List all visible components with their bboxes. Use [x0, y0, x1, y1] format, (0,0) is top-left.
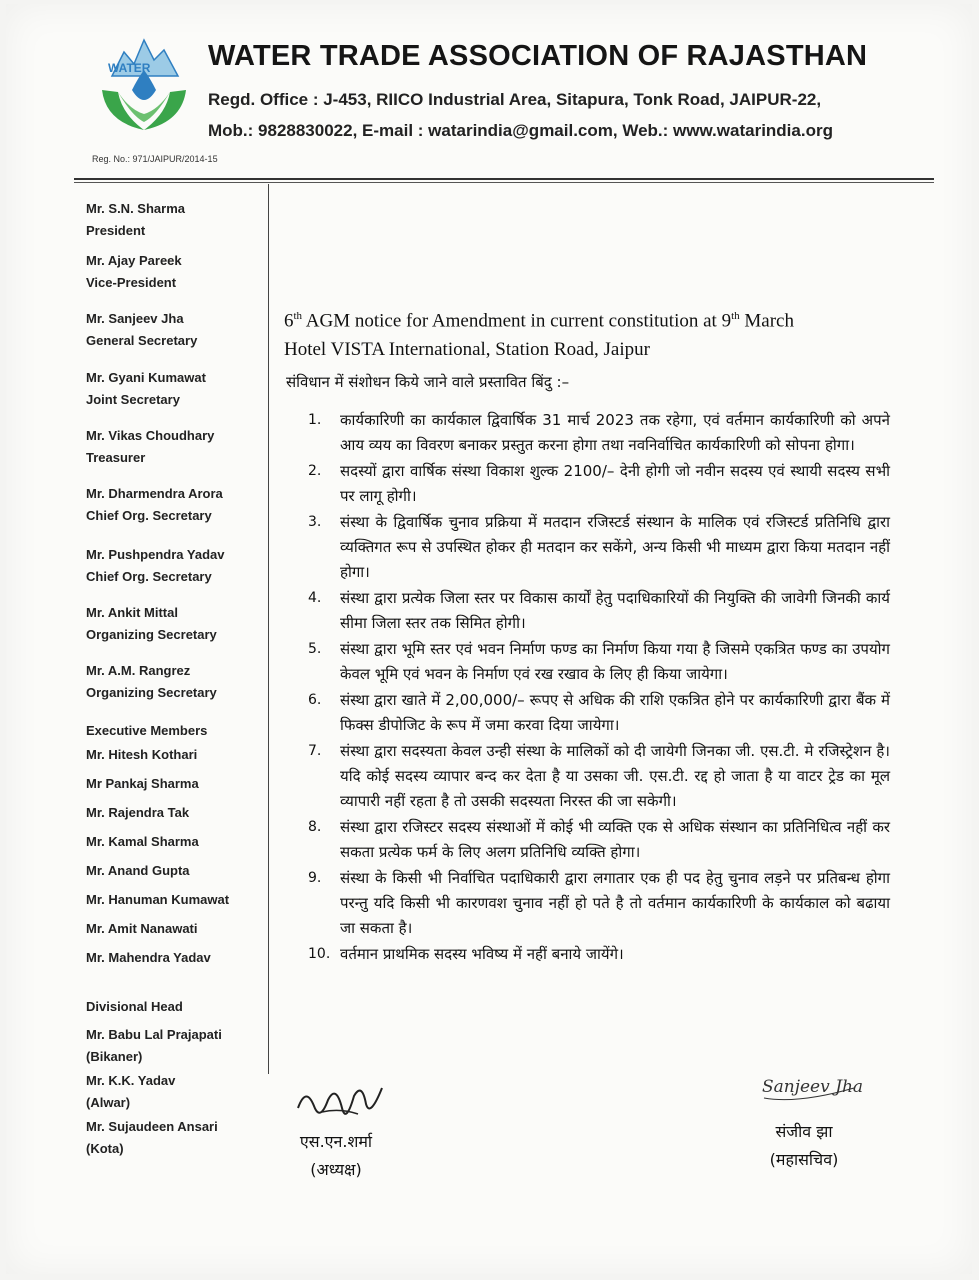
notice-line-2: Hotel VISTA International, Station Road, Jaipur: [284, 339, 650, 361]
office-address: Regd. Office : J-453, RIICO Industrial Area, Sitapura, Tonk Road, JAIPUR-22,: [208, 90, 822, 109]
officer-name: Mr. Sanjeev Jha: [86, 311, 184, 326]
executive-member: Mr. Anand Gupta: [86, 863, 190, 878]
item-text: संस्था के किसी भी निर्वाचित पदाधिकारी द्वारा लगातार एक ही पद हेतु चुनाव लड़ने पर प्रतिबन्ध होगा परन्तु यदि किसी भी कारणवश चुनाव नहीं हो पते है तो वर्तमान कार्यकारिणी के कार्यकाल को बढाया जा सकता है।: [340, 869, 890, 937]
list-item: [310, 459, 890, 509]
divisional-head-name: Mr. K.K. Yadav: [86, 1073, 176, 1088]
list-item: [310, 408, 890, 458]
item-number: 6.: [308, 692, 322, 708]
executive-member: Mr. Rajendra Tak: [86, 805, 190, 820]
executive-member: Mr. Kamal Sharma: [86, 834, 199, 849]
notice-line-1: 6th AGM notice for Amendment in current constitution at 9th March: [284, 310, 794, 332]
list-item: [310, 510, 890, 585]
item-text: संस्था द्वारा भूमि स्तर एवं भवन निर्माण फण्ड का निर्माण किया गया है जिसमे एकत्रित फण्ड का उपयोग केवल भूमि एवं भवन के निर्माण एवं रख रखाव के लिए ही किया जायेगा।: [340, 640, 890, 683]
list-item: [310, 815, 890, 865]
officer-entry: [86, 602, 217, 646]
general-secretary-signature-scribble: [758, 1058, 878, 1108]
divisional-head-name: Mr. Sujaudeen Ansari: [86, 1119, 218, 1134]
officer-entry: [86, 483, 223, 527]
officer-entry: [86, 660, 217, 704]
officer-role: Chief Org. Secretary: [86, 508, 212, 523]
item-number: 9.: [308, 870, 322, 886]
officer-name: Mr. S.N. Sharma: [86, 201, 185, 216]
divisional-head-entry: [86, 1024, 222, 1068]
officer-name: Mr. Vikas Choudhary: [86, 428, 215, 443]
header-divider: [74, 178, 934, 180]
item-number: 7.: [308, 743, 322, 759]
item-number: 1.: [308, 412, 322, 428]
executive-member: Mr. Mahendra Yadav: [86, 950, 211, 965]
officer-entry: [86, 544, 224, 588]
officer-role: General Secretary: [86, 333, 198, 348]
officer-name: Mr. Ajay Pareek: [86, 253, 182, 268]
officer-name: Mr. Gyani Kumawat: [86, 370, 206, 385]
list-item: [310, 586, 890, 636]
officer-role: Vice-President: [86, 275, 177, 290]
divisional-head-heading: Divisional Head: [86, 999, 183, 1014]
list-item: [310, 637, 890, 687]
officer-name: Mr. Pushpendra Yadav: [86, 547, 225, 562]
divisional-head-place: (Kota): [86, 1141, 124, 1156]
divisional-head-entry: [86, 1116, 218, 1160]
officer-name: Mr. A.M. Rangrez: [86, 663, 191, 678]
item-number: 4.: [308, 590, 322, 606]
executive-members-heading: Executive Members: [86, 723, 208, 738]
officer-name: Mr. Dharmendra Arora: [86, 486, 223, 501]
executive-member: Mr. Hanuman Kumawat: [86, 892, 230, 907]
item-number: 3.: [308, 514, 322, 530]
list-item: [310, 866, 890, 941]
officer-entry: [86, 367, 206, 411]
general-secretary-title: (महासचिव): [769, 1150, 839, 1169]
executive-member: Mr Pankaj Sharma: [86, 776, 199, 791]
officer-role: Organizing Secretary: [86, 627, 217, 642]
president-name: एस.एन.शर्मा: [299, 1132, 373, 1151]
president-signature-scribble: [292, 1078, 388, 1130]
item-number: 2.: [308, 463, 322, 479]
item-text: वर्तमान प्राथमिक सदस्य भविष्य में नहीं बनाये जायेंगे।: [340, 945, 624, 963]
officer-entry: [86, 308, 197, 352]
divisional-head-place: (Bikaner): [86, 1049, 143, 1064]
svg-text:Sanjeev Jha: Sanjeev Jha: [762, 1077, 864, 1097]
list-item: [310, 942, 890, 967]
divisional-head-name: Mr. Babu Lal Prajapati: [86, 1027, 222, 1042]
item-number: 8.: [308, 819, 322, 835]
association-logo: [92, 30, 196, 138]
logo-text: WATER: [108, 61, 151, 75]
officer-role: Treasurer: [86, 450, 146, 465]
amendment-list: [310, 408, 890, 968]
executive-member: Mr. Amit Nanawati: [86, 921, 198, 936]
officer-name: Mr. Ankit Mittal: [86, 605, 178, 620]
divisional-head-entry: [86, 1070, 175, 1114]
agm-notice-heading: [284, 302, 894, 364]
officer-role: Chief Org. Secretary: [86, 569, 212, 584]
officer-role: President: [86, 223, 146, 238]
sidebar-divider: [268, 184, 269, 1074]
divisional-head-place: (Alwar): [86, 1095, 131, 1110]
president-signature-block: [276, 1128, 396, 1184]
officer-entry: [86, 425, 214, 469]
item-text: कार्यकारिणी का कार्यकाल द्विवार्षिक 31 मार्च 2023 तक रहेगा, एवं वर्तमान कार्यकारिणी को अपने आय व्यय का विवरण बनाकर प्रस्तुत करना होगा तथा नवनिर्वाचित कार्यकारिणी को सोपना होगा।: [340, 411, 890, 454]
item-text: संस्था द्वारा सदस्यता केवल उन्ही संस्था के मालिकों को दी जायेगी जिनका जी. एस.टी. मे रजिस्ट्रेशन है। यदि कोई सदस्य व्यापार बन्द कर देता है या उसका जी. एस.टी. रद्द हो जाता है या वाटर ट्रेड का मूल व्यापारी नहीं रहता है तो उसकी सदस्यता निरस्त की जा सकेगी।: [340, 742, 890, 810]
organization-name: WATER TRADE ASSOCIATION OF RAJASTHAN: [208, 40, 868, 72]
registration-number: Reg. No.: 971/JAIPUR/2014-15: [92, 154, 218, 164]
officer-role: Joint Secretary: [86, 392, 180, 407]
contact-details: Mob.: 9828830022, E-mail : watarindia@gmail.com, Web.: www.watarindia.org: [208, 121, 833, 140]
item-text: संस्था द्वारा रजिस्टर सदस्य संस्थाओं में कोई भी व्यक्ति एक से अधिक संस्थान का प्रतिनिधित्व नहीं कर सकता प्रत्येक फर्म के लिए अलग प्रतिनिधि व्यक्ति होगा।: [340, 818, 890, 861]
executive-member: Mr. Hitesh Kothari: [86, 747, 198, 762]
item-number: 10.: [308, 946, 331, 962]
officer-entry: [86, 250, 182, 294]
officer-entry: [86, 198, 185, 242]
item-number: 5.: [308, 641, 322, 657]
item-text: संस्था के द्विवार्षिक चुनाव प्रक्रिया में मतदान रजिस्टर्ड संस्थान के मालिक एवं रजिस्टर्ड प्रतिनिधि द्वारा व्यक्तिगत रूप से उपस्थित होकर ही मतदान कर सकेंगे, अन्य किसी भी माध्यम द्वारा किया मतदान नहीं होगा।: [340, 513, 890, 581]
amendment-intro: संविधान में संशोधन किये जाने वाले प्रस्तावित बिंदु :–: [286, 373, 570, 391]
list-item: [310, 688, 890, 738]
item-text: संस्था द्वारा खाते में 2,00,000/– रूपए से अधिक की राशि एकत्रित होने पर कार्यकारिणी द्वारा बैंक में फिक्स डीपोजिट के रूप में जमा करवा दिया जायेगा।: [340, 691, 890, 734]
president-title: (अध्यक्ष): [310, 1160, 362, 1179]
general-secretary-signature-block: [744, 1118, 864, 1174]
general-secretary-name: संजीव झा: [775, 1122, 833, 1141]
list-item: [310, 739, 890, 814]
item-text: संस्था द्वारा प्रत्येक जिला स्तर पर विकास कार्यों हेतु पदाधिकारियों की नियुक्ति की जावेगी जिनकी कार्य सीमा जिला स्तर तक सिमित होगी।: [340, 589, 890, 632]
item-text: सदस्यों द्वारा वार्षिक संस्था विकाश शुल्क 2100/– देनी होगी जो नवीन सदस्य एवं स्थायी सदस्य सभी पर लागू होगी।: [340, 462, 890, 505]
officer-role: Organizing Secretary: [86, 685, 217, 700]
header-divider-thin: [74, 182, 934, 183]
